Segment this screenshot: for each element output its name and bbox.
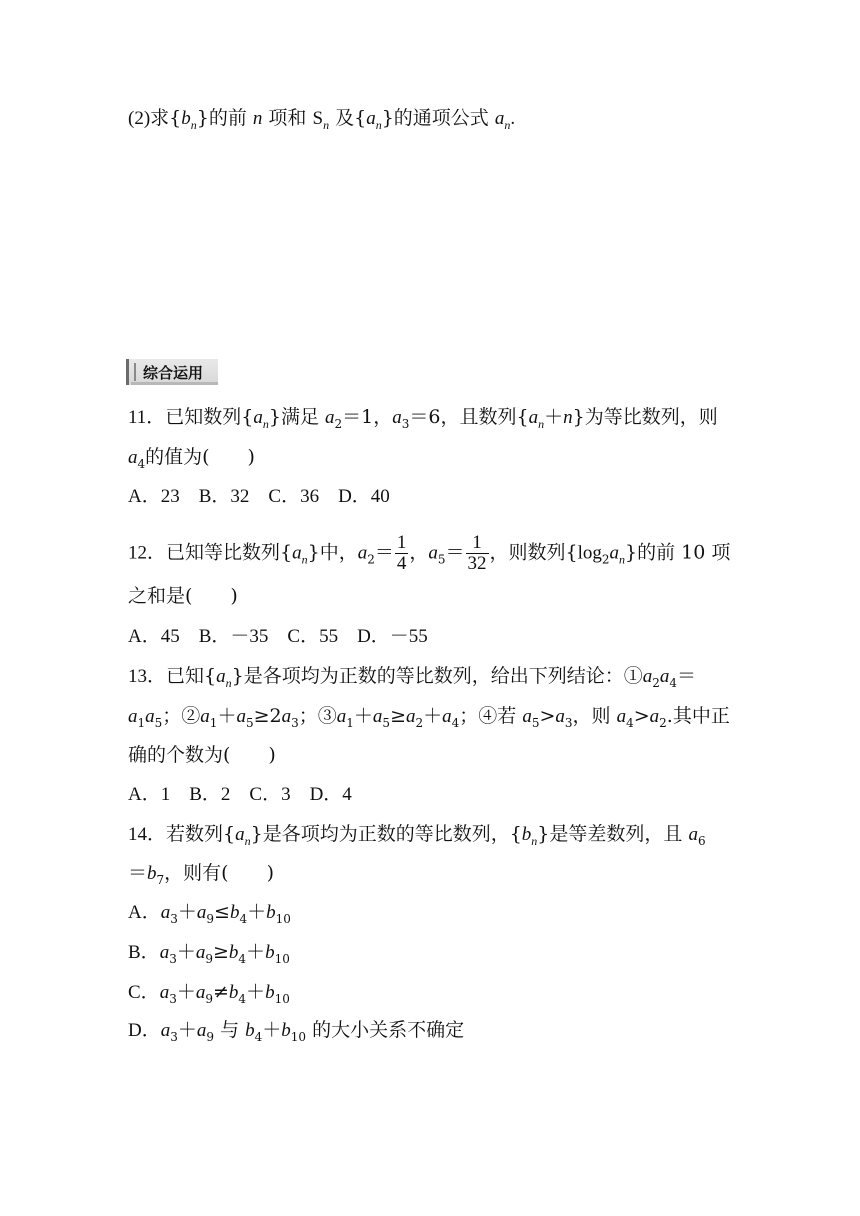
- fraction-one-thirty-second: $\frac{1}{32}$: [467, 532, 487, 574]
- question-13-line-1: 13．已知$\{a_n\}$是各项均为正数的等比数列，给出下列结论：$①a_2a_4=$: [128, 665, 696, 690]
- question-14-line-2: $=b_7$，则有( ): [128, 862, 274, 887]
- question-13-options: A．1 B．2 C．3 D．4: [128, 784, 352, 805]
- fraction-one-quarter: $\frac{1}{4}$: [396, 532, 407, 574]
- part2-question: (2)求$\{b_n\}$的前 n 项和 $S_n$ 及$\{a_n\}$的通项公式 $a_n$.: [128, 107, 516, 132]
- question-14-option-c: C．$a_3+a_9\ne b_4+b_{10}$: [128, 981, 290, 1006]
- question-11-options: A．23 B．32 C．36 D．40: [128, 486, 390, 507]
- question-11-line-1: 11．已知数列$\{a_n\}$满足 $a_2=1$，$a_3=6$，且数列$\{a_n+n\}$为等比数列，则: [128, 406, 718, 431]
- question-14-line-1: 14．若数列$\{a_n\}$是各项均为正数的等比数列，$\{b_n\}$是等差数列，且 $a_6$: [128, 823, 706, 848]
- question-14-number: 14．: [128, 824, 167, 845]
- question-12-line-1: 12．已知等比数列$\{a_n\}$中，$a_2=$ $\frac{1}{4}$ ，$a_5=$ $\frac{1}{32}$ ，则数列$\{\log_2a_n\}$的前 10 项: [128, 532, 731, 574]
- question-12-number: 12．: [128, 542, 167, 564]
- section-title: 综合运用: [143, 363, 204, 382]
- question-13-number: 13．: [128, 666, 167, 687]
- question-13-line-3: 确的个数为( ): [128, 744, 276, 766]
- question-14-option-a: A．$a_3+a_9\le b_4+b_{10}$: [128, 901, 291, 926]
- question-14-option-b: B．$a_3+a_9\ge b_4+b_{10}$: [128, 941, 290, 966]
- question-11-line-2: $a_4$的值为( ): [128, 446, 255, 471]
- question-13-line-2: $a_1a_5$；$②a_1+a_5\ge 2a_3$；$③a_1+a_5\ge a_2+a_4$；④若 $a_5>a_3$，则 $a_4>a_2$.其中正: [128, 705, 730, 730]
- section-title-tag: [126, 359, 218, 385]
- question-14-option-d: D．$a_3+a_9$ 与 $b_4+b_{10}$ 的大小关系不确定: [128, 1019, 465, 1044]
- question-12-line-2: 之和是( ): [128, 585, 238, 607]
- question-11-number: 11．: [128, 407, 166, 428]
- question-12-options: A．45 B．－35 C．55 D．－55: [128, 626, 428, 647]
- part2-label: (2): [128, 108, 151, 129]
